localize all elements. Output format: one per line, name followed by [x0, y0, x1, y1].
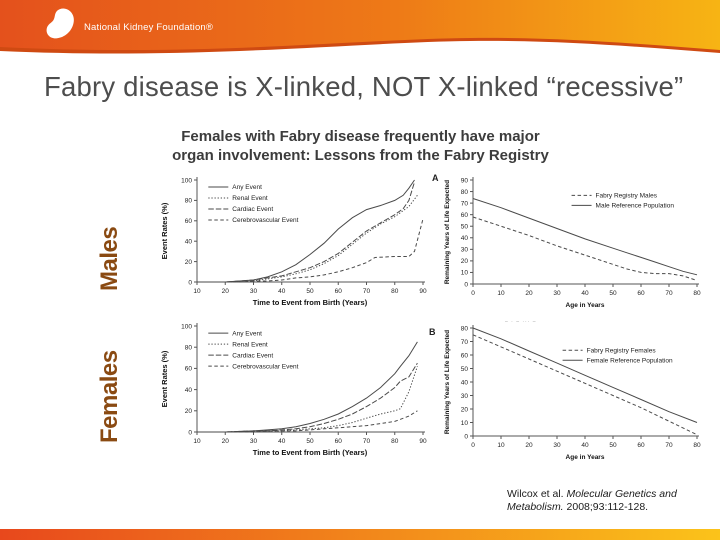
svg-text:Event Rates (%): Event Rates (%): [160, 350, 169, 408]
svg-text:20: 20: [460, 258, 468, 266]
females-event-rates-plot: [155, 318, 435, 464]
svg-text:10: 10: [460, 269, 468, 277]
svg-text:Fabry Registry Females: Fabry Registry Females: [586, 347, 656, 355]
svg-text:40: 40: [278, 288, 286, 295]
svg-text:10: 10: [193, 438, 201, 445]
svg-text:80: 80: [693, 442, 701, 449]
svg-text:30: 30: [553, 290, 561, 297]
svg-text:30: 30: [553, 442, 561, 449]
svg-text:50: 50: [460, 223, 468, 231]
svg-text:Event Rates (%): Event Rates (%): [160, 202, 169, 260]
svg-text:10: 10: [497, 442, 505, 449]
svg-text:80: 80: [460, 325, 468, 333]
svg-text:Cerebrovascular Event: Cerebrovascular Event: [232, 217, 299, 225]
svg-text:40: 40: [581, 290, 589, 297]
row-label-males: Males: [96, 226, 123, 291]
svg-text:20: 20: [525, 442, 533, 449]
svg-text:30: 30: [460, 246, 468, 254]
slide-title: Fabry disease is X-linked, NOT X-linked “recessive”: [44, 71, 684, 102]
citation: [507, 488, 715, 514]
svg-text:Remaining Years of Life Expect: Remaining Years of Life Expected: [444, 179, 451, 285]
svg-text:50: 50: [609, 290, 617, 297]
panel-label-b: B: [429, 327, 436, 337]
svg-text:Age in Years: Age in Years: [565, 454, 605, 461]
svg-text:30: 30: [249, 288, 258, 295]
svg-text:Any Event: Any Event: [232, 330, 262, 338]
svg-text:Renal Event: Renal Event: [232, 341, 268, 349]
subtitle-line-2: organ involvement: Lessons from the Fabry Registry: [172, 147, 549, 164]
svg-text:80: 80: [693, 290, 701, 297]
svg-text:80: 80: [184, 197, 192, 205]
svg-text:80: 80: [391, 288, 399, 295]
svg-text:100: 100: [181, 323, 192, 331]
svg-text:30: 30: [460, 392, 468, 400]
svg-text:70: 70: [665, 442, 673, 449]
svg-text:20: 20: [184, 408, 192, 416]
svg-text:Female Reference Population: Female Reference Population: [586, 357, 673, 365]
males-event-rates-chart: [155, 172, 435, 314]
citation-volume: 2008;93:112-128.: [563, 501, 649, 513]
citation-journal: Molecular Genetics and Metabolism.: [507, 488, 677, 513]
svg-text:40: 40: [184, 238, 192, 246]
svg-text:20: 20: [460, 406, 468, 414]
svg-text:50: 50: [460, 365, 468, 373]
svg-text:70: 70: [460, 338, 468, 346]
svg-text:0: 0: [464, 281, 468, 289]
nkf-kidney-logo-icon: [41, 6, 79, 44]
svg-text:60: 60: [637, 442, 645, 449]
svg-text:100: 100: [181, 177, 192, 185]
svg-text:10: 10: [193, 288, 201, 295]
svg-text:90: 90: [460, 177, 468, 185]
svg-text:60: 60: [334, 288, 342, 295]
svg-text:90: 90: [419, 288, 427, 295]
svg-text:Male Reference Population: Male Reference Population: [595, 202, 674, 210]
svg-text:Remaining Years of Life Expect: Remaining Years of Life Expected: [444, 329, 451, 435]
svg-text:Renal Event: Renal Event: [232, 195, 268, 203]
svg-text:80: 80: [184, 344, 192, 352]
svg-text:80: 80: [460, 188, 468, 196]
svg-text:0: 0: [188, 429, 192, 437]
females-life-expectancy-plot: [437, 318, 707, 468]
females-event-rates-chart: [155, 318, 435, 464]
svg-text:90: 90: [419, 438, 427, 445]
svg-text:Any Event: Any Event: [232, 184, 262, 192]
svg-text:60: 60: [460, 211, 468, 219]
svg-text:40: 40: [460, 379, 468, 387]
nkf-logo-text: National Kidney Foundation®: [84, 22, 214, 33]
svg-text:30: 30: [249, 438, 258, 445]
svg-text:10: 10: [460, 419, 468, 427]
males-life-expectancy-plot: [437, 170, 707, 316]
svg-text:60: 60: [184, 365, 192, 373]
svg-text:70: 70: [362, 288, 371, 295]
svg-text:Cardiac Event: Cardiac Event: [232, 352, 274, 360]
cropped-figure-text-fragment: – · – ··· –: [505, 319, 537, 325]
footer-gradient-bar: [0, 529, 720, 540]
svg-text:0: 0: [471, 442, 475, 449]
svg-text:40: 40: [581, 442, 589, 449]
svg-text:60: 60: [637, 290, 645, 297]
females-life-expectancy-chart: [437, 318, 707, 468]
svg-text:Time to Event from Birth (Year: Time to Event from Birth (Years): [252, 298, 368, 307]
svg-text:40: 40: [184, 386, 192, 394]
subtitle-line-1: Females with Fabry disease frequently have major: [181, 128, 540, 145]
svg-text:60: 60: [460, 352, 468, 360]
svg-text:50: 50: [609, 442, 617, 449]
svg-text:50: 50: [306, 288, 314, 295]
svg-text:60: 60: [334, 438, 342, 445]
males-event-rates-plot: [155, 172, 435, 314]
svg-text:70: 70: [362, 438, 371, 445]
svg-text:Fabry Registry Males: Fabry Registry Males: [595, 192, 657, 200]
slide-subtitle: [108, 127, 613, 165]
svg-text:20: 20: [525, 290, 533, 297]
svg-text:40: 40: [278, 438, 286, 445]
svg-text:0: 0: [471, 290, 475, 297]
svg-text:80: 80: [391, 438, 399, 445]
svg-text:20: 20: [221, 288, 229, 295]
svg-text:Cardiac Event: Cardiac Event: [232, 206, 274, 214]
svg-text:0: 0: [188, 279, 192, 287]
svg-text:60: 60: [184, 218, 192, 226]
svg-text:50: 50: [306, 438, 314, 445]
svg-text:Age in Years: Age in Years: [565, 302, 605, 309]
svg-text:40: 40: [460, 235, 468, 243]
panel-label-a: A: [432, 173, 439, 183]
citation-authors: Wilcox et al.: [507, 488, 567, 500]
svg-text:0: 0: [464, 433, 468, 441]
svg-text:Time to Event from Birth (Year: Time to Event from Birth (Years): [252, 448, 368, 457]
svg-text:70: 70: [665, 290, 673, 297]
males-life-expectancy-chart: [437, 170, 707, 316]
svg-text:10: 10: [497, 290, 505, 297]
svg-text:70: 70: [460, 200, 468, 208]
svg-text:20: 20: [184, 258, 192, 266]
svg-text:Cerebrovascular Event: Cerebrovascular Event: [232, 363, 299, 371]
row-label-females: Females: [96, 350, 123, 443]
svg-text:20: 20: [221, 438, 229, 445]
